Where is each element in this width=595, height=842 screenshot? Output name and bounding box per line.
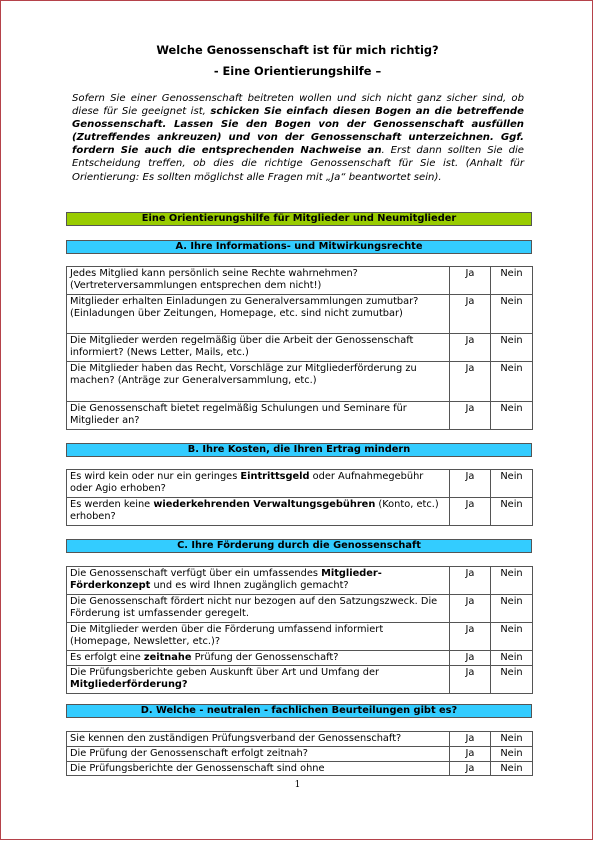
answer-no-cell[interactable]: Nein bbox=[491, 595, 533, 623]
text-bold: schicken Sie einfach diesen Bogen an die betreffende Genossenschaft. Lassen Sie den Bogen von der Genossenschaft ausfüllen (Zutreffendes ankreuzen) und von der Genossenschaft unterzeichnen. Ggf. fordern Sie auch die entsprechenden Nachweise an bbox=[72, 106, 524, 157]
answer-yes-cell[interactable]: Ja bbox=[450, 295, 491, 334]
section-heading-a: A. Ihre Informations- und Mitwirkungsrechte bbox=[66, 240, 532, 254]
intro-paragraph bbox=[72, 92, 524, 184]
answer-no-cell[interactable]: Nein bbox=[491, 402, 533, 430]
questions-table-c bbox=[66, 566, 533, 694]
answer-no-cell[interactable]: Nein bbox=[491, 732, 533, 747]
answer-no-cell[interactable]: Nein bbox=[491, 470, 533, 498]
answer-no-cell[interactable]: Nein bbox=[491, 267, 533, 295]
answer-yes-cell[interactable]: Ja bbox=[450, 623, 491, 651]
answer-yes-cell[interactable]: Ja bbox=[450, 665, 491, 693]
answer-yes-cell[interactable]: Ja bbox=[450, 651, 491, 666]
answer-yes-cell[interactable]: Ja bbox=[450, 362, 491, 402]
answer-yes-cell[interactable]: Ja bbox=[450, 498, 491, 526]
text-run: Die Mitglieder haben das Recht, Vorschläge zur Mitgliederförderung zu machen? (Anträge zur Generalversammlung, etc.) bbox=[70, 363, 417, 386]
table-row bbox=[67, 498, 533, 526]
question-cell bbox=[67, 665, 450, 693]
text-run: Die Prüfung der Genossenschaft erfolgt zeitnah? bbox=[70, 747, 308, 759]
answer-no-cell[interactable]: Nein bbox=[491, 665, 533, 693]
section-heading-b: B. Ihre Kosten, die Ihren Ertrag mindern bbox=[66, 443, 532, 457]
question-cell bbox=[67, 362, 450, 402]
table-row bbox=[67, 595, 533, 623]
page-subtitle: - Eine Orientierungshilfe – bbox=[213, 64, 382, 78]
answer-no-cell[interactable]: Nein bbox=[491, 295, 533, 334]
answer-no-cell[interactable]: Nein bbox=[491, 567, 533, 595]
text-run: Es wird kein oder nur ein geringes bbox=[70, 471, 241, 482]
table-row bbox=[67, 567, 533, 595]
text-run: Jedes Mitglied kann persönlich seine Rechte wahrnehmen? (Vertreterversammlungen entsprechen dem nicht!) bbox=[70, 268, 358, 291]
question-cell bbox=[67, 761, 450, 776]
answer-no-cell[interactable]: Nein bbox=[491, 746, 533, 761]
question-cell bbox=[67, 470, 450, 498]
question-cell bbox=[67, 746, 450, 761]
text-run: Die Prüfungsberichte der Genossenschaft sind ohne bbox=[70, 762, 325, 774]
text-run: Mitglieder erhalten Einladungen zu Generalversammlungen zumutbar? (Einladungen über Zeitungen, Homepage, etc. sind nicht zumutbar) bbox=[70, 296, 419, 319]
answer-yes-cell[interactable]: Ja bbox=[450, 470, 491, 498]
text-run: Die Mitglieder werden regelmäßig über die Arbeit der Genossenschaft informiert? (News Letter, Mails, etc.) bbox=[70, 335, 414, 358]
text-run: Es erfolgt eine bbox=[70, 652, 144, 663]
text-run: . Erst dann sollten Sie die Entscheidung treffen, ob dies die richtige Genossenschaft für Sie ist. (Anhalt für Orientierung: Es sollten möglichst alle Fragen mit „Ja“ beantwortet sein). bbox=[72, 145, 524, 183]
text-run: und es wird Ihnen zugänglich gemacht? bbox=[150, 579, 349, 591]
text-run: oder Aufnahmegebühr oder Agio erhoben? bbox=[70, 471, 424, 494]
answer-yes-cell[interactable]: Ja bbox=[450, 567, 491, 595]
table-row bbox=[67, 746, 533, 761]
question-cell bbox=[67, 651, 450, 666]
table-row bbox=[67, 362, 533, 402]
table-row bbox=[67, 334, 533, 362]
questions-table-d bbox=[66, 731, 533, 776]
text-bold: Eintrittsgeld bbox=[240, 471, 310, 482]
table-row bbox=[67, 651, 533, 666]
question-cell bbox=[67, 267, 450, 295]
text-run: Sofern Sie einer Genossenschaft beitreten wollen und sich nicht ganz sicher sind, ob diese für Sie geeignet ist, bbox=[72, 93, 524, 118]
text-run: (Konto, etc.) erhoben? bbox=[70, 499, 439, 522]
answer-no-cell[interactable]: Nein bbox=[491, 334, 533, 362]
answer-no-cell[interactable]: Nein bbox=[491, 623, 533, 651]
question-cell bbox=[67, 498, 450, 526]
section-heading-c: C. Ihre Förderung durch die Genossenschaft bbox=[66, 539, 532, 553]
answer-yes-cell[interactable]: Ja bbox=[450, 595, 491, 623]
question-cell bbox=[67, 732, 450, 747]
text-bold: Mitgliederförderung? bbox=[70, 678, 188, 690]
answer-yes-cell[interactable]: Ja bbox=[450, 746, 491, 761]
question-cell bbox=[67, 334, 450, 362]
table-row bbox=[67, 623, 533, 651]
page-title: Welche Genossenschaft ist für mich richtig? bbox=[156, 43, 439, 57]
text-bold: zeitnahe bbox=[143, 652, 192, 663]
text-run: Die Prüfungsberichte geben Auskunft über Art und Umfang der bbox=[70, 666, 380, 678]
text-bold: Mitglieder-Förderkonzept bbox=[70, 568, 382, 591]
table-row bbox=[67, 761, 533, 776]
question-cell bbox=[67, 402, 450, 430]
table-row bbox=[67, 732, 533, 747]
answer-yes-cell[interactable]: Ja bbox=[450, 761, 491, 776]
answer-yes-cell[interactable]: Ja bbox=[450, 402, 491, 430]
answer-yes-cell[interactable]: Ja bbox=[450, 334, 491, 362]
answer-no-cell[interactable]: Nein bbox=[491, 651, 533, 666]
table-row bbox=[67, 267, 533, 295]
answer-yes-cell[interactable]: Ja bbox=[450, 732, 491, 747]
table-row bbox=[67, 470, 533, 498]
table-row bbox=[67, 402, 533, 430]
answer-no-cell[interactable]: Nein bbox=[491, 498, 533, 526]
questions-table-a bbox=[66, 266, 533, 430]
text-run: Es werden keine bbox=[70, 499, 154, 510]
text-run: Die Mitglieder werden über die Förderung umfassend informiert (Homepage, Newsletter, etc.)? bbox=[70, 624, 384, 647]
text-run: Die Genossenschaft verfügt über ein umfassendes bbox=[70, 568, 322, 579]
question-cell bbox=[67, 567, 450, 595]
text-bold: wiederkehrenden Verwaltungsgebühren bbox=[153, 499, 376, 510]
text-run: Sie kennen den zuständigen Prüfungsverband der Genossenschaft? bbox=[70, 733, 402, 744]
answer-yes-cell[interactable]: Ja bbox=[450, 267, 491, 295]
questions-table-b bbox=[66, 469, 533, 526]
question-cell bbox=[67, 295, 450, 334]
answer-no-cell[interactable]: Nein bbox=[491, 761, 533, 776]
page-number: 1 bbox=[294, 780, 301, 790]
table-row bbox=[67, 295, 533, 334]
question-cell bbox=[67, 595, 450, 623]
text-run: Prüfung der Genossenschaft? bbox=[191, 652, 339, 663]
answer-no-cell[interactable]: Nein bbox=[491, 362, 533, 402]
text-run: Die Genossenschaft bietet regelmäßig Schulungen und Seminare für Mitglieder an? bbox=[70, 403, 407, 426]
table-row bbox=[67, 665, 533, 693]
text-run: Die Genossenschaft fördert nicht nur bezogen auf den Satzungszweck. Die Förderung ist umfassender geregelt. bbox=[70, 596, 438, 619]
main-heading-bar: Eine Orientierungshilfe für Mitglieder und Neumitglieder bbox=[66, 212, 532, 226]
section-heading-d: D. Welche - neutralen - fachlichen Beurteilungen gibt es? bbox=[66, 704, 532, 718]
question-cell bbox=[67, 623, 450, 651]
